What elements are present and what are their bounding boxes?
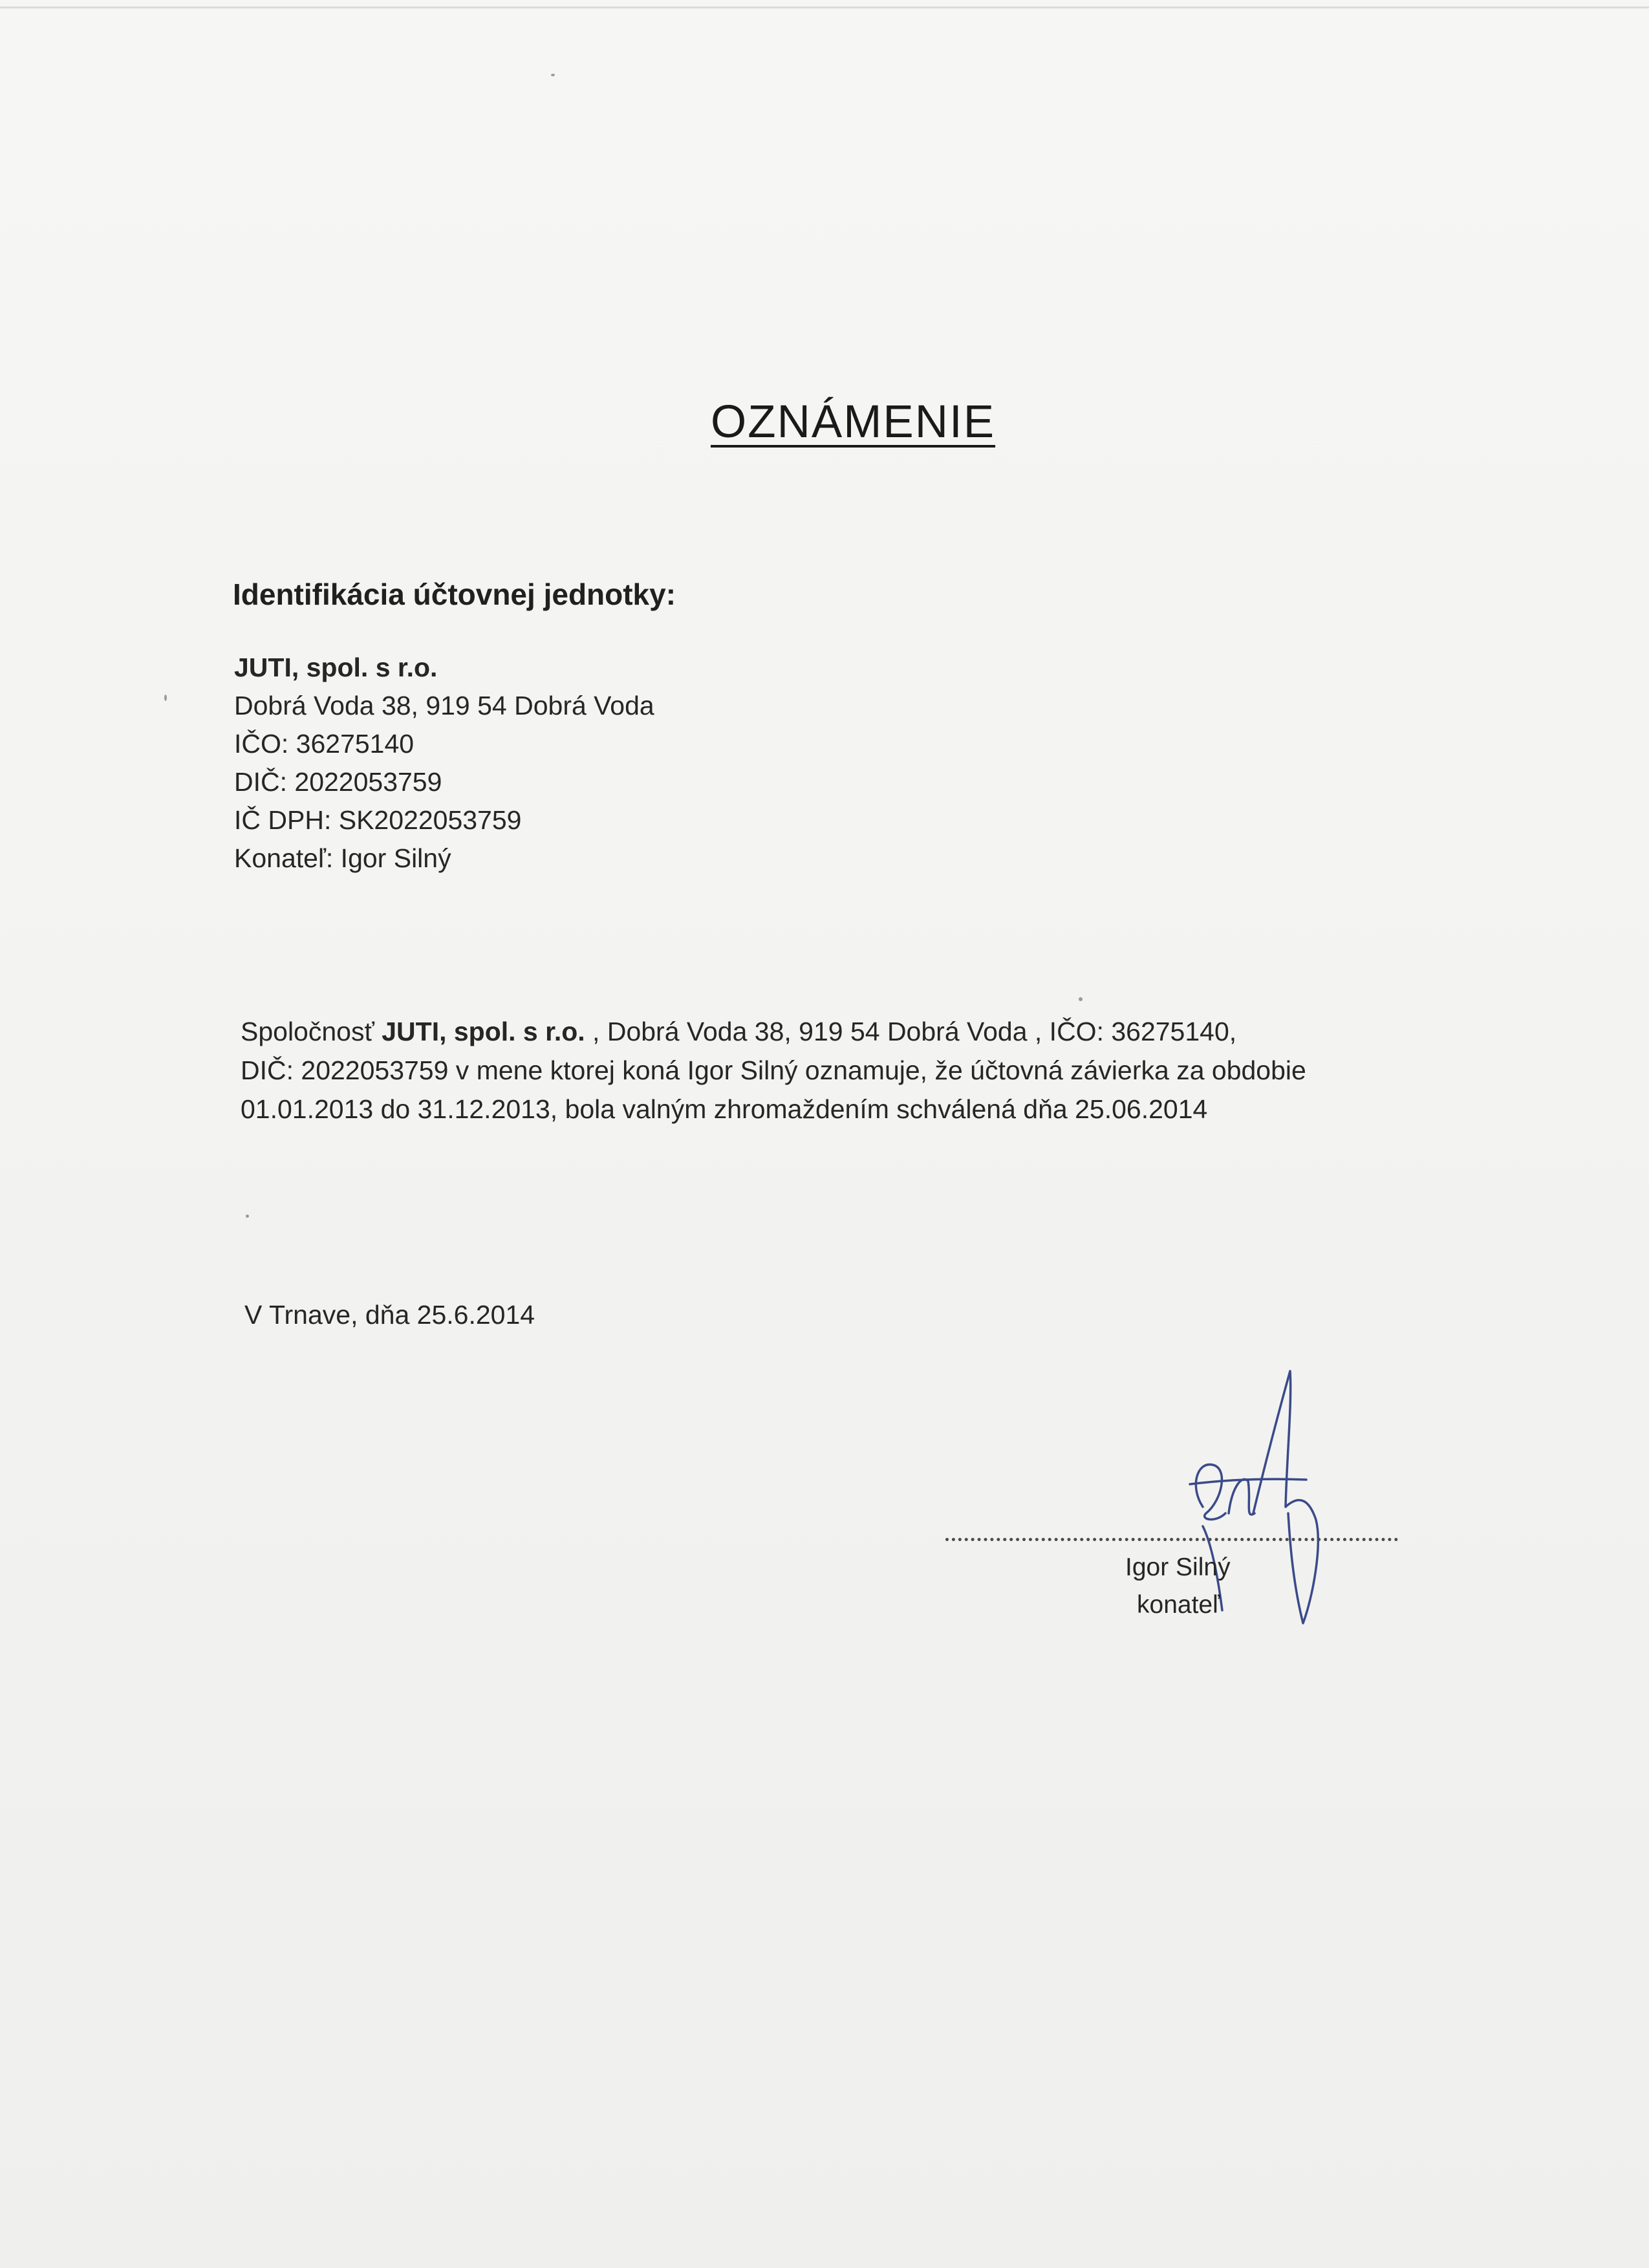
signer-role: konateľ	[1137, 1591, 1220, 1619]
signature-line	[945, 1538, 1398, 1541]
statement-paragraph	[241, 1012, 1405, 1129]
section-heading: Identifikácia účtovnej jednotky:	[233, 578, 676, 611]
statement-line-3: 01.01.2013 do 31.12.2013, bola valným zhromaždením schválená dňa 25.06.2014	[241, 1094, 1208, 1124]
statement-line-1	[241, 1012, 1405, 1051]
signer-name: Igor Silný	[1125, 1553, 1231, 1581]
entity-konatel: Konateľ: Igor Silný	[234, 843, 451, 873]
statement-company: JUTI, spol. s r.o.	[382, 1017, 585, 1046]
place-and-date: V Trnave, dňa 25.6.2014	[244, 1300, 535, 1330]
statement-suffix: , Dobrá Voda 38, 919 54 Dobrá Voda , IČO: 36275140,	[585, 1017, 1237, 1046]
scan-edge-line	[0, 6, 1649, 8]
scan-speck	[551, 74, 555, 76]
entity-identification	[234, 649, 654, 878]
entity-ico: IČO: 36275140	[234, 729, 415, 759]
entity-ic-dph: IČ DPH: SK2022053759	[234, 805, 522, 835]
document-title: OZNÁMENIE	[711, 396, 996, 448]
entity-name: JUTI, spol. s r.o.	[234, 653, 438, 682]
entity-dic: DIČ: 2022053759	[234, 767, 442, 797]
scan-speck	[246, 1215, 249, 1218]
scan-speck	[1079, 997, 1083, 1001]
entity-address: Dobrá Voda 38, 919 54 Dobrá Voda	[234, 691, 654, 720]
statement-line-2: DIČ: 2022053759 v mene ktorej koná Igor Silný oznamuje, že účtovná závierka za obdobie	[241, 1055, 1306, 1085]
scan-speck	[164, 695, 167, 701]
statement-prefix: Spoločnosť	[241, 1017, 382, 1046]
